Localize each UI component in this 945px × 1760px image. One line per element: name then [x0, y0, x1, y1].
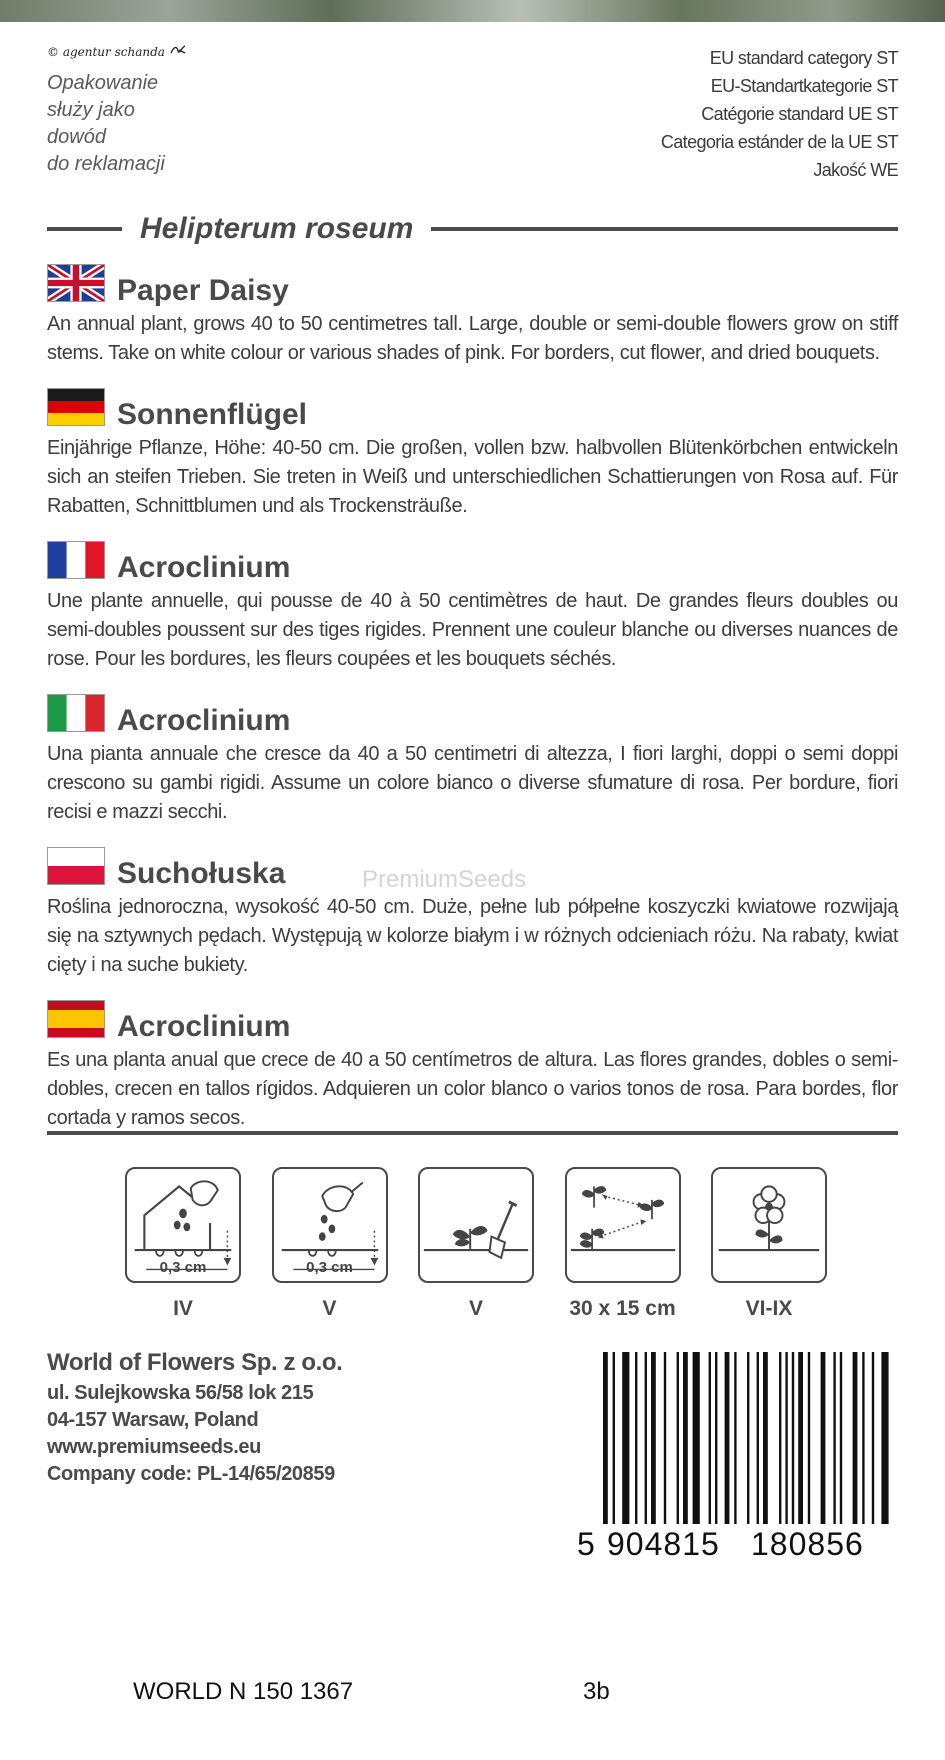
language-description: Roślina jednoroczna, wysokość 40-50 cm. Duże, pełne lub półpełne koszyczki kwiatowe rozwijają się na sztywnych pędach. Występują w kolorze białym i w różnych odcieniach różu. Na rabaty, kwiat cięty i na suche bukiety. — [47, 896, 898, 976]
language-section-es — [47, 998, 898, 1133]
complaint-note-line: służy jako — [47, 99, 135, 121]
title-rule-right — [431, 227, 898, 231]
company-name: World of Flowers Sp. z o.o. — [47, 1349, 343, 1376]
header — [47, 44, 898, 194]
barcode-bar — [872, 1352, 874, 1524]
spacing-icon — [565, 1167, 681, 1283]
barcode-bar — [664, 1352, 666, 1524]
language-description: Einjährige Pflanze, Höhe: 40-50 cm. Die großen, vollen bzw. halbvollen Blütenkörbchen entwickeln sich an steifen Trieben. Sie treten in Weiß und unterschiedlichen Schattierungen von Rosa auf. Für Rabatten, Schnittblumen und als Trockensträuße. — [47, 437, 898, 517]
complaint-note-line: dowód — [47, 126, 106, 148]
spacing-caption: 30 x 15 cm — [569, 1297, 676, 1320]
sowing-depth-label: 0,3 cm — [159, 1259, 207, 1276]
italy-flag-icon — [47, 694, 105, 732]
complaint-note-line: Opakowanie — [47, 72, 159, 94]
language-section-it — [47, 692, 898, 827]
language-title: Acroclinium — [117, 1010, 291, 1043]
barcode-bar — [779, 1352, 781, 1524]
product-code: WORLD N 150 1367 — [133, 1678, 354, 1705]
sowing-depth-label: 0,3 cm — [306, 1259, 353, 1276]
flowering-icon — [711, 1167, 827, 1283]
barcode-bar — [862, 1352, 864, 1524]
language-section-de — [47, 386, 898, 521]
barcode-bar — [792, 1352, 794, 1524]
barcode-digits-right: 180856 — [751, 1526, 864, 1560]
france-flag-icon — [47, 541, 105, 579]
barcode-bar — [645, 1352, 647, 1524]
barcode-bar — [613, 1352, 615, 1524]
sowing-month-caption: V — [322, 1297, 337, 1320]
language-title: Acroclinium — [117, 551, 291, 584]
language-sections — [47, 262, 898, 1151]
copyright-text: © agentur schanda — [47, 45, 165, 59]
sowing-icon-item — [417, 1167, 535, 1321]
spain-flag-icon — [47, 1000, 105, 1038]
sowing-icon-item — [710, 1167, 828, 1321]
language-description: Una pianta annuale che cresce da 40 a 50 centimetri di altezza, I fiori larghi, doppi o semi doppi crescono su gambi rigidi. Assume un colore bianco o diverse sfumature di rosa. Per bordure, fiori recisi e mazzi secchi. — [47, 743, 898, 823]
signature-icon — [169, 44, 187, 60]
packet-photo-strip — [0, 0, 945, 22]
barcode-bar — [683, 1352, 688, 1524]
section-divider — [47, 1131, 898, 1135]
language-title: Sonnenflügel — [117, 398, 307, 431]
barcode-bar — [622, 1352, 629, 1524]
barcode-bar — [808, 1352, 810, 1524]
barcode-digit-first: 5 — [577, 1526, 595, 1560]
barcode-digits-left: 904815 — [607, 1526, 720, 1560]
barcode-bar — [833, 1352, 835, 1524]
latin-name: Helipterum roseum — [140, 212, 414, 245]
outdoor-sowing-icon — [272, 1167, 388, 1283]
germany-flag-icon — [47, 388, 105, 426]
company-info — [47, 1346, 342, 1488]
sowing-icon-item — [271, 1167, 389, 1321]
company-address-line: 04-157 Warsaw, Poland — [47, 1409, 259, 1431]
complaint-note-line: do reklamacji — [47, 153, 165, 175]
title-rule-left — [47, 227, 122, 231]
sowing-month-caption: IV — [173, 1297, 193, 1320]
eu-category-line: Jakość WE — [813, 160, 898, 180]
barcode-bar — [881, 1352, 888, 1524]
language-section-fr — [47, 539, 898, 674]
language-section-en — [47, 262, 898, 368]
company-address-line: ul. Sulejkowska 56/58 lok 215 — [47, 1382, 314, 1404]
barcode-bar — [709, 1352, 711, 1524]
eu-category-line: EU standard category ST — [709, 48, 898, 68]
poland-flag-icon — [47, 847, 105, 885]
planting-out-icon — [418, 1167, 534, 1283]
language-description: Une plante annuelle, qui pousse de 40 à 50 centimètres de haut. De grandes fleurs doubles ou semi-doubles poussent sur des tiges rigides. Prennent une couleur blanche ou diverses nuances de rose. Pour les bordures, les fleurs coupées et les bouquets séchés. — [47, 590, 898, 670]
variant-code: 3b — [583, 1678, 610, 1705]
sowing-month-caption: V — [468, 1297, 483, 1320]
barcode-bar — [725, 1352, 730, 1524]
ean-barcode — [573, 1352, 898, 1562]
barcode-bar — [763, 1352, 768, 1524]
flowering-caption: VI-IX — [745, 1297, 793, 1320]
sowing-icon-item — [124, 1167, 242, 1321]
language-section-pl — [47, 845, 898, 980]
barcode-bar — [734, 1352, 736, 1524]
barcode-bar — [635, 1352, 637, 1524]
company-code: Company code: PL-14/65/20859 — [47, 1463, 335, 1485]
barcode-bar — [798, 1352, 803, 1524]
language-title: Suchołuska — [117, 857, 286, 890]
eu-category-line: EU-Standartkategorie ST — [710, 76, 898, 96]
barcode-bar — [757, 1352, 759, 1524]
eu-category-line: Catégorie standard UE ST — [701, 104, 898, 124]
barcode-bar — [651, 1352, 656, 1524]
eu-category-list — [661, 44, 898, 184]
indoor-sowing-icon — [125, 1167, 241, 1283]
company-website: www.premiumseeds.eu — [47, 1436, 261, 1458]
language-description: An annual plant, grows 40 to 50 centimetres tall. Large, double or semi-double flowers grow on stiff stems. Take on white colour or various shades of pink. For borders, cut flower, and dried bouquets. — [47, 313, 898, 364]
language-title: Paper Daisy — [117, 274, 289, 307]
barcode-bar — [747, 1352, 749, 1524]
barcode-bar — [677, 1352, 679, 1524]
language-title: Acroclinium — [117, 704, 291, 737]
sowing-icons-row — [124, 1167, 828, 1321]
barcode-bar — [853, 1352, 858, 1524]
barcode-bar — [821, 1352, 826, 1524]
language-description: Es una planta anual que crece de 40 a 50 centímetros de altura. Las flores grandes, dobles o semi-dobles, crecen en tallos rígidos. Adquieren un color blanco o varios tonos de rosa. Para bordes, flor cortada y ramos secos. — [47, 1049, 898, 1129]
watermark: PremiumSeeds — [362, 866, 527, 893]
uk-flag-icon — [47, 264, 105, 302]
barcode-bar — [715, 1352, 717, 1524]
latin-name-row — [47, 208, 898, 250]
barcode-bar — [693, 1352, 700, 1524]
barcode-bar — [785, 1352, 787, 1524]
sowing-icon-item — [564, 1167, 682, 1321]
barcode-bar — [603, 1352, 608, 1524]
eu-category-line: Categoria estánder de la UE ST — [660, 132, 898, 152]
barcode-bar — [840, 1352, 842, 1524]
